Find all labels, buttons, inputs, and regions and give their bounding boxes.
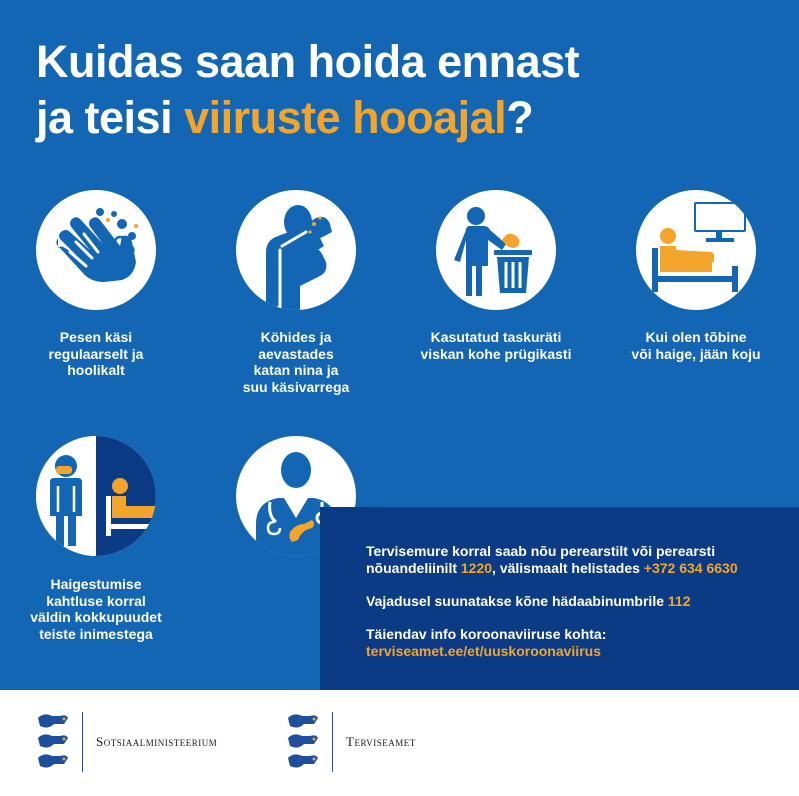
sick-bed-icon	[636, 190, 756, 310]
phone-number-abroad[interactable]: +372 634 6630	[643, 560, 738, 576]
estonian-coat-of-arms-icon	[284, 710, 322, 774]
trash-bin-icon	[436, 190, 556, 310]
org-name-sotsiaalministeerium: Sotsiaalministeerium	[96, 734, 218, 749]
org-name-terviseamet: Terviseamet	[346, 734, 416, 749]
info-link[interactable]: terviseamet.ee/et/uuskoroonaviirus	[366, 643, 601, 659]
logo-divider	[332, 712, 333, 772]
isolation-icon	[36, 436, 156, 556]
cough-elbow-icon	[236, 190, 356, 310]
info-paragraph-advice: Tervisemure korral saab nõu perearstilt või perearsti nõuandeliinilt 1220, välismaalt helistades +372 634 6630	[366, 543, 738, 576]
title-line-2-prefix: ja teisi	[36, 92, 185, 143]
tip-caption-isolation: Haigestumise kahtluse korral väldin kokkupuudet teiste inimestega	[30, 576, 162, 642]
tip-caption-sick: Kui olen tõbine või haige, jään koju	[631, 329, 761, 362]
tip-caption-trash: Kasutatud taskuräti viskan kohe prügikasti	[420, 329, 572, 362]
logo-divider	[82, 712, 83, 772]
info-paragraph-more-info: Täiendav info koroonaviiruse kohta: terviseamet.ee/et/uuskoroonaviirus	[366, 626, 607, 659]
logo-sotsiaalministeerium	[34, 710, 294, 774]
info-paragraph-emergency: Vajadusel suunatakse kõne hädaabinumbrile 112	[366, 593, 691, 609]
handwash-icon	[36, 190, 156, 310]
title-line-2-suffix: ?	[506, 92, 534, 143]
estonian-coat-of-arms-icon	[34, 710, 72, 774]
title-line-1: Kuidas saan hoida ennast	[36, 36, 580, 87]
tip-caption-handwash: Pesen käsi regulaarselt ja hoolikalt	[48, 329, 144, 378]
tip-caption-cough: Köhides ja aevastades katan nina ja suu käsivarrega	[242, 329, 350, 395]
phone-number-1220[interactable]: 1220	[460, 560, 493, 576]
title-line-2-accent: viiruste hooajal	[184, 92, 507, 143]
page-title	[36, 34, 636, 146]
phone-number-112[interactable]: 112	[667, 593, 691, 609]
logo-terviseamet	[284, 710, 484, 774]
footer	[0, 690, 799, 796]
